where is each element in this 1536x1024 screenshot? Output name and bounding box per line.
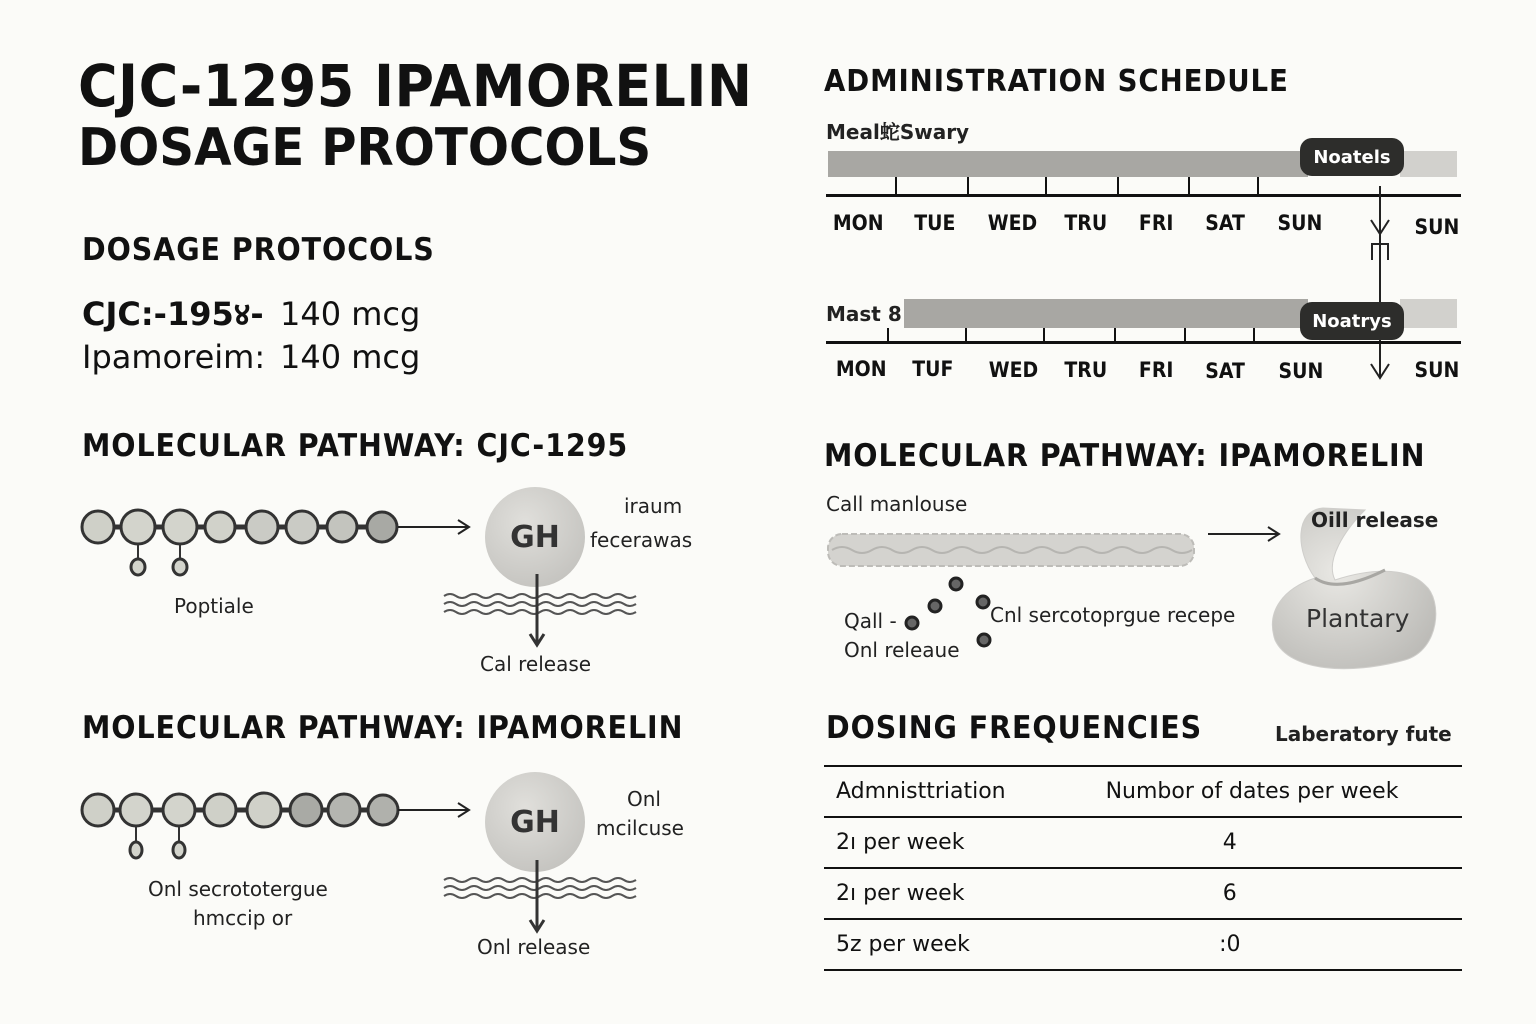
day-label: WED: [988, 358, 1039, 382]
day-label: FRI: [1138, 211, 1174, 235]
table-row: [824, 817, 1462, 868]
frequencies-table: [824, 765, 1462, 971]
side-label: mcilcuse: [596, 816, 684, 840]
gh-label: GH: [510, 519, 560, 555]
protein-strand-icon: [826, 530, 1196, 570]
day-label: SUN: [1278, 359, 1324, 383]
chain-label: hmccip or: [193, 906, 293, 930]
tick: [1188, 177, 1190, 195]
tick: [1257, 177, 1259, 195]
release-label: Cal release: [480, 652, 592, 676]
schedule-row-label: Mast 8: [826, 302, 902, 326]
release-label: Onl release: [477, 935, 591, 959]
gh-label: GH: [510, 804, 560, 840]
schedule-heading: ADMINISTRATION SCHEDULE: [824, 64, 1289, 99]
target-label: Oill release: [1311, 508, 1439, 532]
count-cell: :0: [1038, 919, 1462, 970]
day-label: MON: [835, 357, 887, 381]
peptide-chain-icon: [80, 790, 480, 870]
dosage-label: Ipamoreim:: [82, 338, 266, 376]
schedule-bar-end: [1400, 299, 1457, 328]
day-label: MON: [832, 211, 884, 235]
schedule-bar: [828, 151, 1308, 177]
day-label: TRU: [1064, 358, 1108, 382]
left-label: Qall -: [844, 609, 897, 633]
admin-cell: 2ı per week: [824, 817, 1038, 868]
column-header: Numbor of dates per week: [1038, 766, 1462, 817]
peptide-label: Poptiale: [174, 594, 254, 618]
day-label: SAT: [1205, 211, 1245, 235]
gh-node: [485, 772, 585, 872]
dosage-heading: DOSAGE PROTOCOLS: [82, 232, 435, 268]
day-label: TRU: [1064, 211, 1108, 235]
membrane-icon: [444, 860, 639, 940]
table-row: [824, 868, 1462, 919]
peptide-chain-icon: [80, 505, 480, 585]
side-label: iraum: [624, 494, 683, 518]
day-label: WED: [987, 211, 1038, 235]
tick: [895, 177, 897, 195]
day-label: TUF: [912, 357, 954, 381]
tick: [1117, 177, 1119, 195]
admin-cell: 5z per week: [824, 919, 1038, 970]
side-label: Onl: [627, 787, 661, 811]
frequencies-heading: DOSING FREQUENCIES: [826, 710, 1203, 746]
gh-node: [485, 487, 585, 587]
tick: [967, 177, 969, 195]
schedule-bar-end: [1400, 151, 1457, 177]
pathway-cjc-heading: MOLECULAR PATHWAY: CJC-1295: [82, 428, 629, 464]
receptor-label: Cnl sercotoprgue recepe: [990, 603, 1236, 627]
dosage-item-ipamorelin: [82, 338, 420, 376]
arrow-down-icon: [1366, 178, 1396, 383]
admin-cell: 2ı per week: [824, 868, 1038, 919]
day-label: SUN: [1414, 358, 1460, 382]
left-label: Onl releaue: [844, 638, 960, 662]
side-label: fecerawas: [590, 528, 693, 552]
day-label: SUN: [1414, 215, 1460, 239]
tick: [1045, 177, 1047, 195]
dosage-item-cjc: [82, 292, 420, 335]
count-cell: 6: [1038, 868, 1462, 919]
page-title-line-2: DOSAGE PROTOCOLS: [78, 118, 652, 178]
column-header: Admnisttriation: [824, 766, 1038, 817]
day-label: SAT: [1205, 359, 1245, 383]
table-header-row: [824, 766, 1462, 817]
day-label: SUN: [1277, 211, 1323, 235]
chain-label: Onl secrototergue: [148, 877, 328, 901]
strand-label: Call manlouse: [826, 492, 968, 516]
schedule-pill: Noatrys: [1300, 302, 1404, 340]
pathway-ipamorelin-right-heading: MOLECULAR PATHWAY: IPAMORELIN: [824, 438, 1426, 474]
page-title-line-1: CJC-1295 IPAMORELIN: [78, 52, 753, 120]
pathway-ipamorelin-heading: MOLECULAR PATHWAY: IPAMORELIN: [82, 710, 684, 746]
schedule-pill: Noatels: [1300, 138, 1404, 176]
dosage-value: 140 mcg: [280, 295, 421, 333]
schedule-bar: [904, 299, 1308, 328]
dosage-label: CJC:-195४-: [82, 295, 264, 333]
schedule-row-label: Meal蛇Swary: [826, 120, 970, 144]
organ-label: Plantary: [1306, 604, 1410, 633]
day-label: FRI: [1138, 358, 1174, 382]
day-label: TUE: [914, 211, 956, 235]
dosage-value: 140 mcg: [280, 338, 421, 376]
table-row: [824, 919, 1462, 970]
frequencies-note: Laberatory fute: [1275, 722, 1452, 746]
count-cell: 4: [1038, 817, 1462, 868]
schedule-axis: [826, 341, 1461, 344]
membrane-icon: [444, 574, 639, 654]
